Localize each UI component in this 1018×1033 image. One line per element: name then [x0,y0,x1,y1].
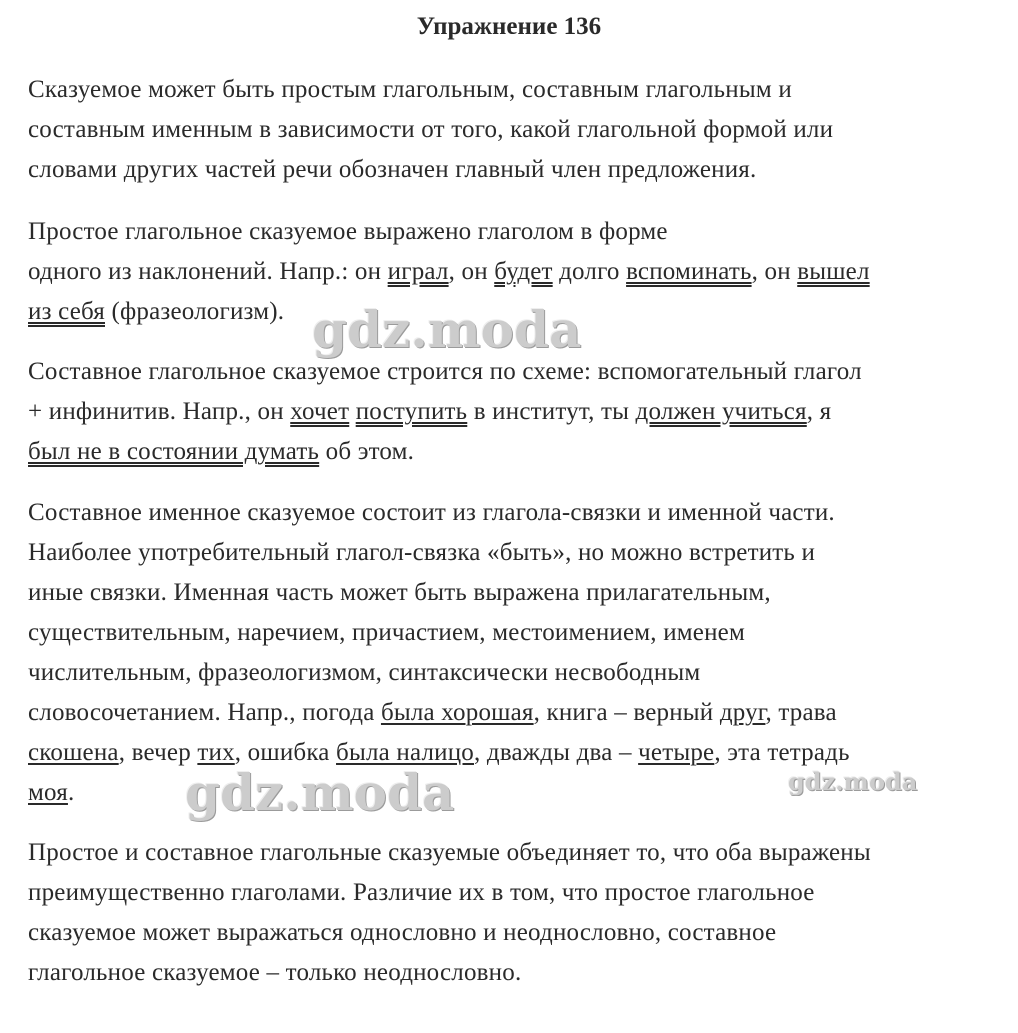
text-line [28,392,862,432]
predicate-example: была налицо [336,739,474,766]
text-line [28,693,850,733]
predicate-example: должен учиться [635,398,807,425]
text-line: сказуемое может выражаться однословно и неоднословно, составное [28,919,777,946]
watermark: gdz.moda [185,763,455,822]
text-segment: об этом. [319,438,415,465]
text-line: словами других частей речи обозначен главный член предложения. [28,156,757,183]
text-line: глагольное сказуемое – только неоднословно. [28,959,522,986]
text-line: Наиболее употребительный глагол-связка «быть», но можно встретить и [28,539,816,566]
paragraph-predicate-types [28,70,833,190]
predicate-example: моя [28,779,68,806]
predicate-example: из себя [28,298,105,325]
text-line: Составное именное сказуемое состоит из глагола-связки и именной части. [28,499,835,526]
text-segment: , я [806,398,832,425]
text-line [28,773,850,813]
text-line [28,252,870,292]
text-segment: , книга – верный [533,699,720,726]
text-line: Простое глагольное сказуемое выражено глаголом в форме [28,218,668,245]
exercise-title: Упражнение 136 [416,13,602,40]
predicate-example: будет [494,258,553,285]
watermark: gdz.moda [312,300,582,359]
text-segment: . [67,779,75,806]
text-segment: , ошибка [234,739,337,766]
text-line: числительным, фразеологизмом, синтаксически несвободным [28,659,701,686]
predicate-example: хочет [290,398,350,425]
predicate-example: играл [387,258,449,285]
text-segment: + инфинитив. Напр., он [28,398,291,425]
predicate-example: тих [197,739,235,766]
text-line: преимущественно глаголами. Различие их в том, что простое глагольное [28,879,815,906]
text-line [28,733,850,773]
predicate-example: друг [719,699,766,726]
paragraph-compound-verbal [28,352,862,472]
paragraph-compound-nominal [28,493,850,813]
text-segment: словосочетанием. Напр., погода [28,699,381,726]
predicate-example: была хорошая [380,699,534,726]
text-line: Составное глагольное сказуемое строится по схеме: вспомогательный глагол [28,358,862,385]
text-line: существительным, наречием, причастием, местоимением, именем [28,619,745,646]
predicate-example: был не в состоянии думать [28,438,320,465]
text-segment: одного из наклонений. Напр.: он [28,258,388,285]
text-segment: , вечер [118,739,198,766]
text-segment: , трава [765,699,837,726]
text-segment: долго [552,258,627,285]
predicate-example: вышел [797,258,870,285]
predicate-example: четыре [638,739,715,766]
text-segment: , он [751,258,798,285]
text-segment: (фразеологизм). [105,298,285,325]
paragraph-comparison [28,833,871,993]
text-segment: в институт, ты [467,398,636,425]
predicate-example: скошена [28,739,119,766]
text-line: составным именным в зависимости от того, какой глагольной формой или [28,116,834,143]
predicate-example: вспоминать [626,258,752,285]
text-line [28,292,870,332]
predicate-example: поступить [355,398,468,425]
text-segment: , эта тетрадь [714,739,850,766]
paragraph-simple-verbal [28,212,870,332]
text-segment: , он [448,258,495,285]
watermark: gdz.moda [788,767,918,796]
text-segment: , дважды два – [474,739,639,766]
text-line [28,432,862,472]
text-line: Простое и составное глагольные сказуемые объединяет то, что оба выражены [28,839,871,866]
text-line: иные связки. Именная часть может быть выражена прилагательным, [28,579,771,606]
text-line: Сказуемое может быть простым глагольным, составным глагольным и [28,76,792,103]
